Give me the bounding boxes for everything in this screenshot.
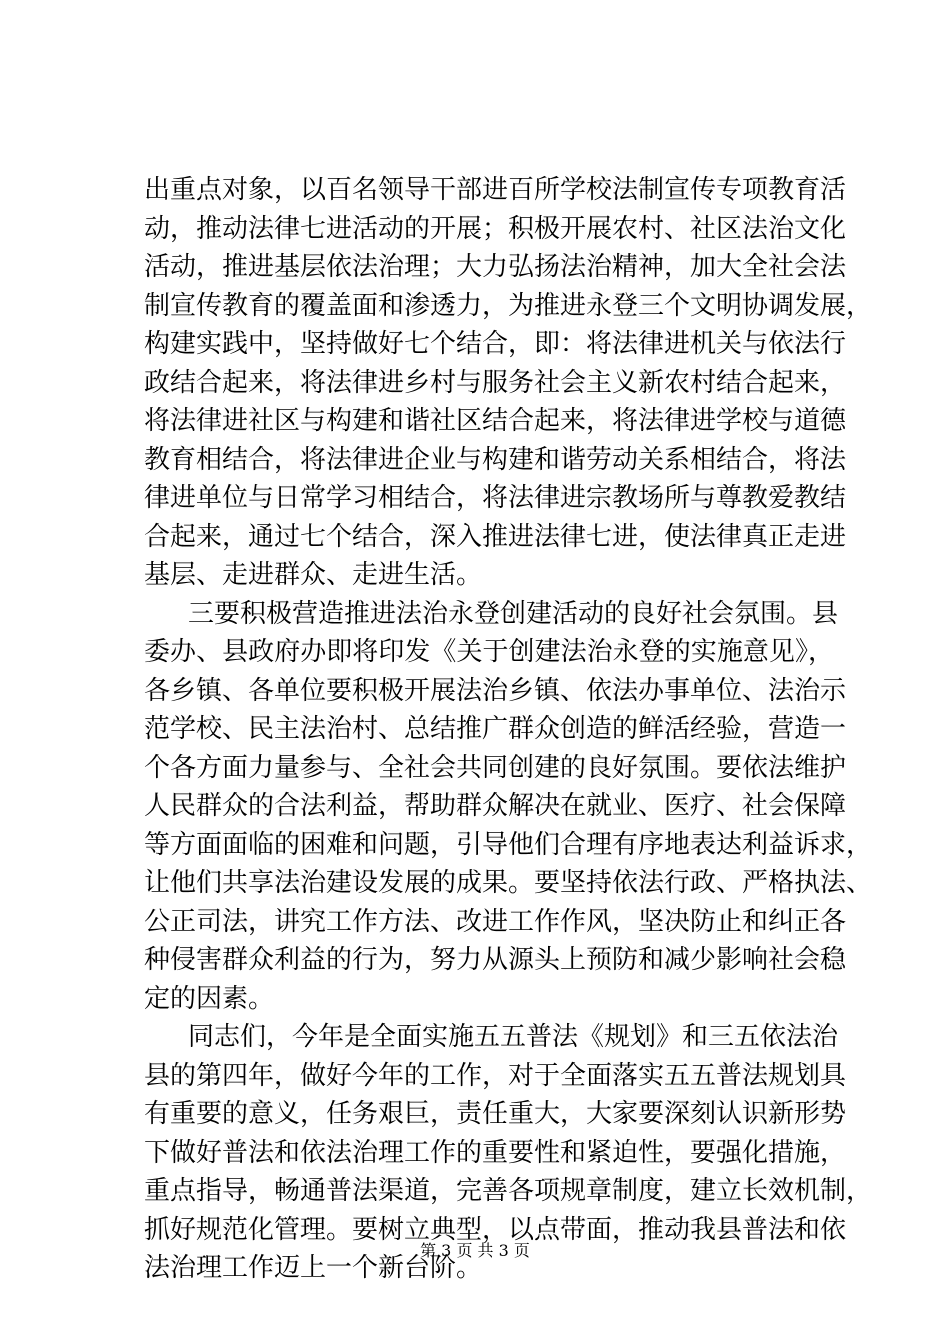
text-line: 人民群众的合法利益，帮助群众解决在就业、医疗、社会保障	[144, 791, 847, 821]
text-line: 范学校、民主法治村、总结推广群众创造的鲜活经验，营造一	[144, 714, 847, 744]
text-line: 各乡镇、各单位要积极开展法治乡镇、依法办事单位、法治示	[144, 675, 847, 706]
text-line: 基层、走进群众、走进生活。	[144, 560, 483, 590]
text-line: 定的因素。	[144, 983, 275, 1014]
document-body	[144, 171, 873, 1288]
text-line: 重点指导，畅通普法渠道，完善各项规章制度，建立长效机制，	[144, 1176, 873, 1206]
text-line: 让他们共享法治建设发展的成果。要坚持依法行政、严格执法、	[144, 868, 873, 898]
text-line: 出重点对象，以百名领导干部进百所学校法制宣传专项教育活	[144, 175, 847, 205]
text-line: 法治理工作迈上一个新台阶。	[144, 1253, 483, 1283]
text-line: 动，推动法律七进活动的开展；积极开展农村、社区法治文化	[144, 213, 847, 244]
text-line: 构建实践中，坚持做好七个结合，即：将法律进机关与依法行	[144, 329, 847, 359]
text-line: 有重要的意义，任务艰巨，责任重大，大家要深刻认识新形势	[144, 1099, 847, 1129]
text-line: 等方面面临的困难和问题，引导他们合理有序地表达利益诉求，	[144, 829, 873, 860]
page-footer: 第 3 页 共 3 页	[420, 1241, 530, 1260]
text-line: 同志们，今年是全面实施五五普法《规划》和三五依法治	[188, 1022, 839, 1052]
text-line: 委办、县政府办即将印发《关于创建法治永登的实施意见》，	[144, 637, 834, 667]
text-line: 种侵害群众利益的行为，努力从源头上预防和减少影响社会稳	[144, 945, 847, 975]
text-line: 下做好普法和依法治理工作的重要性和紧迫性，要强化措施，	[144, 1137, 847, 1168]
text-line: 个各方面力量参与、全社会共同创建的良好氛围。要依法维护	[144, 752, 847, 783]
text-line: 活动，推进基层依法治理；大力弘扬法治精神，加大全社会法	[144, 252, 847, 282]
text-line: 公正司法，讲究工作方法、改进工作作风，坚决防止和纠正各	[144, 906, 847, 937]
text-line: 政结合起来，将法律进乡村与服务社会主义新农村结合起来，	[144, 367, 847, 398]
text-line: 教育相结合，将法律进企业与构建和谐劳动关系相结合，将法	[144, 444, 847, 475]
text-line: 律进单位与日常学习相结合，将法律进宗教场所与尊教爱教结	[144, 483, 847, 513]
text-line: 县的第四年，做好今年的工作，对于全面落实五五普法规划具	[144, 1060, 847, 1091]
text-line: 抓好规范化管理。要树立典型，以点带面，推动我县普法和依	[144, 1214, 847, 1245]
text-line: 合起来，通过七个结合，深入推进法律七进，使法律真正走进	[144, 521, 847, 552]
text-line: 将法律进社区与构建和谐社区结合起来，将法律进学校与道德	[144, 406, 847, 436]
text-line: 制宣传教育的覆盖面和渗透力，为推进永登三个文明协调发展，	[144, 290, 873, 321]
text-line: 三要积极营造推进法治永登创建活动的良好社会氛围。县	[188, 598, 839, 629]
